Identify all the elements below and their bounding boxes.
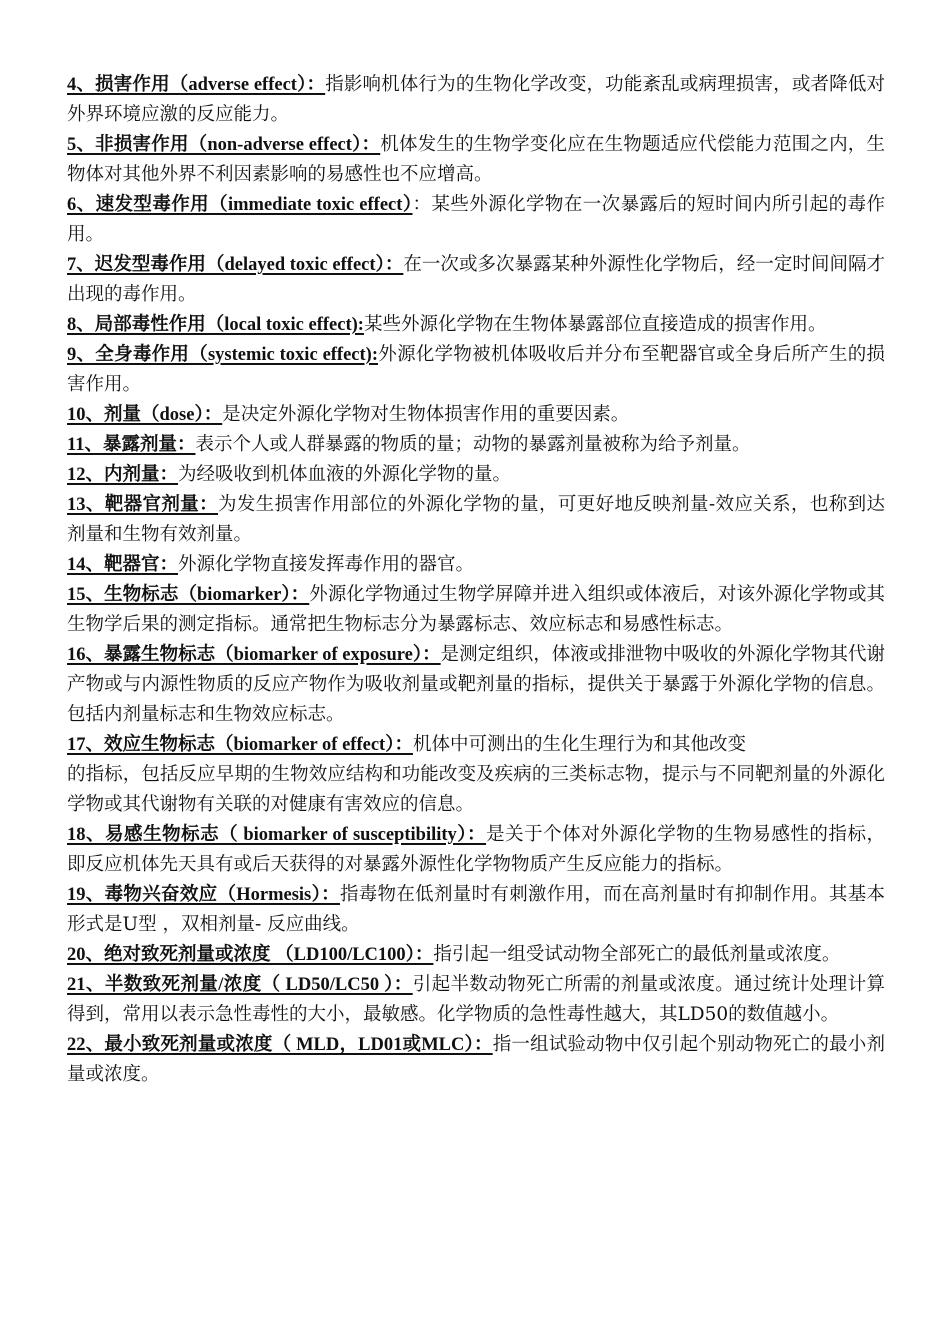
definition-continuation <box>67 760 885 820</box>
definition-text: 是关于个体对外源化学物的生物易感性的指标，即反应机体先天具有或后天获得的对暴露外源性化学物物质产生反应能力的指标。 <box>67 824 885 875</box>
definition-text: 指毒物在低剂量时有刺激作用，而在高剂量时有抑制作用。其基本形式是U型 ，双相剂量- 反应曲线。 <box>67 884 885 935</box>
definition-term: 20、绝对致死剂量或浓度 （LD100/LC100）： <box>67 945 434 965</box>
definition-term: 12、内剂量： <box>67 465 179 485</box>
definition-text: 引起半数动物死亡所需的剂量或浓度。通过统计处理计算得到，常用以表示急性毒性的大小，最敏感。化学物质的急性毒性越大，其LD50的数值越小。 <box>67 974 885 1025</box>
definition-entry <box>67 730 885 760</box>
definition-entry <box>67 550 885 580</box>
definition-entry <box>67 580 885 640</box>
definition-entry <box>67 310 885 340</box>
definition-text: 指影响机体行为的生物化学改变，功能紊乱或病理损害，或者降低对外界环境应激的反应能力。 <box>67 74 885 125</box>
definition-entry <box>67 400 885 430</box>
definition-term: 15、生物标志（biomarker）： <box>67 585 310 605</box>
definition-text: 是决定外源化学物对生物体损害作用的重要因素。 <box>222 404 630 425</box>
definition-text: 外源化学物通过生物学屏障并进入组织或体液后，对该外源化学物或其生物学后果的测定指标。通常把生物标志分为暴露标志、效应标志和易感性标志。 <box>67 584 885 635</box>
definition-entry <box>67 820 885 880</box>
definition-term: 17、效应生物标志（biomarker of effect）： <box>67 735 413 755</box>
definition-term: 18、易感生物标志（ biomarker of susceptibility）： <box>67 825 487 845</box>
definition-entry <box>67 460 885 490</box>
definition-text: 某些外源化学物在生物体暴露部位直接造成的损害作用。 <box>363 314 827 335</box>
definition-text: 指一组试验动物中仅引起个别动物死亡的最小剂量或浓度。 <box>67 1034 885 1085</box>
document-body <box>67 70 885 1090</box>
definition-text: 的指标，包括反应早期的生物效应结构和功能改变及疾病的三类标志物，提示与不同靶剂量的外源化学物或其代谢物有关联的对健康有害效应的信息。 <box>67 764 885 815</box>
definition-term: 14、靶器官： <box>67 555 179 575</box>
definition-term: 22、最小致死剂量或浓度（ MLD，LD01或MLC）： <box>67 1035 493 1055</box>
definition-text: 机体中可测出的生化生理行为和其他改变 <box>412 734 746 755</box>
definition-entry <box>67 130 885 190</box>
definition-term: 11、暴露剂量： <box>67 435 196 455</box>
definition-text: 指引起一组受试动物全部死亡的最低剂量或浓度。 <box>433 944 841 965</box>
definition-text: 在一次或多次暴露某种外源性化学物后，经一定时间间隔才出现的毒作用。 <box>67 254 885 305</box>
definition-term: 13、靶器官剂量： <box>67 495 219 515</box>
definition-text: 机体发生的生物学变化应在生物题适应代偿能力范围之内，生物体对其他外界不利因素影响的易感性也不应增高。 <box>67 134 885 185</box>
definition-text: ：某些外源化学物在一次暴露后的短时间内所引起的毒作用。 <box>67 194 885 245</box>
definition-entry <box>67 490 885 550</box>
definition-text: 外源化学物直接发挥毒作用的器官。 <box>178 554 475 575</box>
definition-text: 是测定组织，体液或排泄物中吸收的外源化学物其代谢产物或与内源性物质的反应产物作为吸收剂量或靶剂量的指标，提供关于暴露于外源化学物的信息。包括内剂量标志和生物效应标志。 <box>67 644 885 725</box>
definition-entry <box>67 940 885 970</box>
definition-entry <box>67 190 885 250</box>
definition-text: 为经吸收到机体血液的外源化学物的量。 <box>178 464 512 485</box>
definition-entry <box>67 430 885 460</box>
definition-entry <box>67 70 885 130</box>
definition-entry <box>67 880 885 940</box>
definition-term: 6、速发型毒作用（immediate toxic effect） <box>67 195 413 215</box>
definition-term: 21、半数致死剂量/浓度（ LD50/LC50 ）： <box>67 975 413 995</box>
definition-term: 16、暴露生物标志（biomarker of exposure）： <box>67 645 441 665</box>
definition-text: 表示个人或人群暴露的物质的量；动物的暴露剂量被称为给予剂量。 <box>195 434 751 455</box>
definition-term: 7、迟发型毒作用（delayed toxic effect）： <box>67 255 404 275</box>
definition-term: 10、剂量（dose）： <box>67 405 223 425</box>
definition-term: 19、毒物兴奋效应（Hormesis）： <box>67 885 340 905</box>
definition-term: 8、局部毒性作用（local toxic effect): <box>67 315 364 335</box>
definition-text: 外源化学物被机体吸收后并分布至靶器官或全身后所产生的损害作用。 <box>67 344 885 395</box>
definition-term: 9、全身毒作用（systemic toxic effect): <box>67 345 379 365</box>
definition-entry <box>67 970 885 1030</box>
definition-entry <box>67 340 885 400</box>
definition-text: 为发生损害作用部位的外源化学物的量，可更好地反映剂量-效应关系，也称到达剂量和生物有效剂量。 <box>67 494 885 545</box>
definition-entry <box>67 1030 885 1090</box>
definition-term: 4、损害作用（adverse effect）： <box>67 75 326 95</box>
definition-entry <box>67 640 885 730</box>
definition-entry <box>67 250 885 310</box>
definition-term: 5、非损害作用（non-adverse effect）： <box>67 135 381 155</box>
